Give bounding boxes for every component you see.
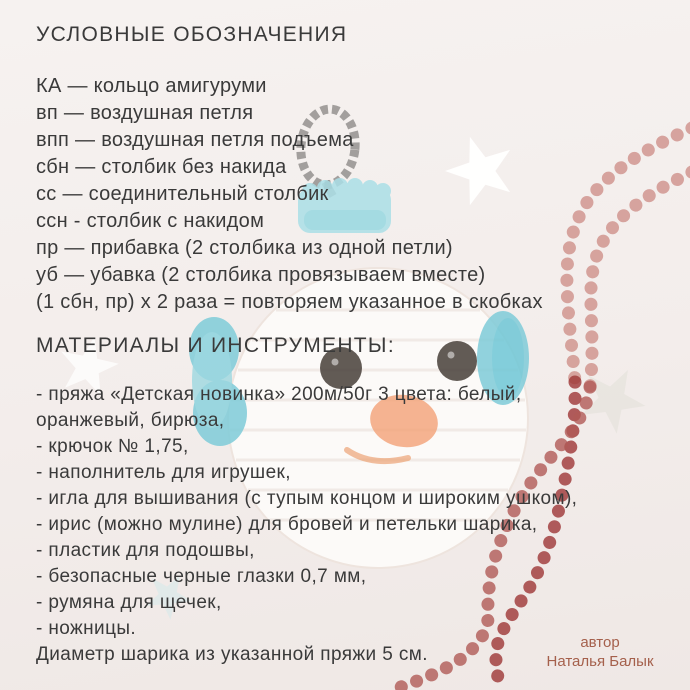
abbreviation-line: сс — соединительный столбик <box>36 183 329 205</box>
materials-title: МАТЕРИАЛЫ И ИНСТРУМЕНТЫ: <box>36 334 395 357</box>
material-line: оранжевый, бирюза, <box>36 410 225 431</box>
abbreviation-line: впп — воздушная петля подъема <box>36 129 354 151</box>
abbreviation-line: (1 сбн, пр) х 2 раза = повторяем указанное в скобках <box>36 291 543 313</box>
abbreviation-line: пр — прибавка (2 столбика из одной петли) <box>36 237 453 259</box>
page-title: УСЛОВНЫЕ ОБОЗНАЧЕНИЯ <box>36 23 348 46</box>
material-line: - безопасные черные глазки 0,7 мм, <box>36 566 367 587</box>
material-line: - пряжа «Детская новинка» 200м/50г 3 цвета: белый, <box>36 384 522 405</box>
material-line: - ирис (можно мулине) для бровей и петельки шарика, <box>36 514 538 535</box>
material-line: Диаметр шарика из указанной пряжи 5 см. <box>36 644 428 665</box>
material-line: - наполнитель для игрушек, <box>36 462 291 483</box>
abbreviation-line: сбн — столбик без накида <box>36 156 287 178</box>
material-line: - пластик для подошвы, <box>36 540 255 561</box>
abbreviation-line: уб — убавка (2 столбика провязываем вместе) <box>36 264 486 286</box>
author-label: автор <box>580 634 620 651</box>
author-name: Наталья Балык <box>546 653 654 670</box>
material-line: - ножницы. <box>36 618 137 639</box>
author-credit <box>533 633 667 671</box>
abbreviation-line: вп — воздушная петля <box>36 102 254 124</box>
material-line: - крючок № 1,75, <box>36 436 189 457</box>
material-line: - игла для вышивания (с тупым концом и широким ушком), <box>36 488 578 509</box>
abbreviation-line: КА — кольцо амигуруми <box>36 75 267 97</box>
abbreviation-line: ссн - столбик с накидом <box>36 210 265 232</box>
material-line: - румяна для щечек, <box>36 592 222 613</box>
materials-list <box>36 382 577 668</box>
abbreviations-list <box>36 73 543 316</box>
